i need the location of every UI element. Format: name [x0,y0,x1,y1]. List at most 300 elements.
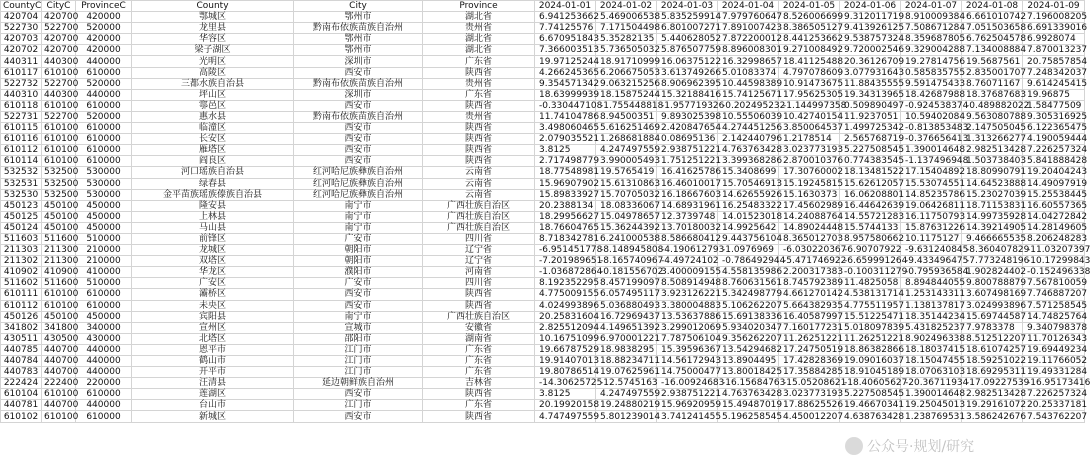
table-cell[interactable]: 4.763763428 [718,389,779,400]
table-cell[interactable]: 18.07063103 [901,367,962,378]
table-cell[interactable]: 610115 [1,123,42,134]
table-cell[interactable]: 广安区 [132,278,294,289]
table-cell[interactable]: 16.40587997 [779,311,840,322]
table-cell[interactable]: -5.471746922 [779,256,840,267]
table-cell[interactable]: 陕西省 [423,289,535,300]
table-cell[interactable]: 陕西省 [423,100,535,111]
table-cell[interactable]: 7.051503658 [962,23,1023,34]
table-cell[interactable]: 16.06375122 [657,56,718,67]
table-cell[interactable]: 邵阳市 [294,333,423,344]
table-cell[interactable]: 9.063215256 [596,78,657,89]
table-cell[interactable]: 2.982513428 [962,389,1023,400]
table-cell[interactable]: 610118 [1,100,42,111]
table-cell[interactable]: 520000 [76,111,132,122]
table-cell[interactable]: 7.160177231 [779,322,840,333]
table-cell[interactable]: 18.35144234 [901,311,962,322]
table-cell[interactable]: 14.24088764 [779,211,840,222]
table-cell[interactable]: 16.25483322 [718,200,779,211]
table-cell[interactable]: 16.32998657 [718,56,779,67]
table-cell[interactable]: 11.74104786 [535,111,596,122]
table-cell[interactable]: 8.192352295 [535,278,596,289]
table-cell[interactable]: 11.4825058 [840,278,901,289]
table-cell[interactable]: 18.69295311 [962,367,1023,378]
table-cell[interactable]: 阎良区 [132,156,294,167]
table-cell[interactable]: 4.558135986 [718,267,779,278]
table-cell[interactable]: 610100 [42,145,76,156]
table-cell[interactable]: 南宁市 [294,200,423,211]
table-cell[interactable]: 9.591475433 [901,78,962,89]
table-cell[interactable]: 8.76071167 [962,78,1023,89]
table-cell[interactable]: 16.72969437 [596,311,657,322]
table-cell[interactable]: 511600 [42,233,76,244]
table-cell[interactable]: 440300 [42,89,76,100]
table-cell[interactable]: 5.876507759 [657,45,718,56]
table-cell[interactable]: 15.39596367 [657,344,718,355]
table-cell[interactable]: 18.13481522 [840,167,901,178]
table-cell[interactable]: 4.538131714 [840,289,901,300]
table-cell[interactable]: 15.3408699 [718,167,779,178]
table-cell[interactable]: 7.366003513 [535,45,596,56]
table-cell[interactable]: 15.87631226 [901,222,962,233]
table-cell[interactable]: 云南省 [423,189,535,200]
table-cell[interactable]: 11.9237051 [840,111,901,122]
table-cell[interactable]: 7.567810059 [1023,278,1085,289]
table-cell[interactable]: 5.227508545 [840,389,901,400]
table-cell[interactable]: -14.30625725 [535,378,596,389]
table-cell[interactable]: 450100 [42,211,76,222]
table-cell[interactable]: -1.137496948 [901,156,962,167]
table-cell[interactable]: 14.55721283 [840,211,901,222]
table-cell[interactable]: -0.795936584 [901,267,962,278]
table-cell[interactable]: 610117 [1,67,42,78]
column-header[interactable]: 2024-01-06 [840,1,901,12]
table-cell[interactable]: 19.80786514 [535,367,596,378]
table-cell[interactable]: -1.036872864 [535,267,596,278]
table-cell[interactable]: -0.376656413 [901,134,962,145]
table-cell[interactable]: 15.69138336 [718,311,779,322]
table-cell[interactable]: 2.079035521 [535,134,596,145]
table-cell[interactable]: 11.26251221 [779,333,840,344]
table-cell[interactable]: 西安市 [294,300,423,311]
table-cell[interactable]: 6.970001221 [596,333,657,344]
table-cell[interactable]: 16.44642639 [840,200,901,211]
table-cell[interactable]: 13.80018425 [718,367,779,378]
table-cell[interactable]: 5.036880493 [596,300,657,311]
table-cell[interactable]: 522730 [1,23,42,34]
table-cell[interactable]: 13.54294682 [718,344,779,355]
table-cell[interactable]: 黔南布依族苗族自治州 [294,23,423,34]
table-cell[interactable]: 8.386505127 [779,23,840,34]
table-cell[interactable]: 云南省 [423,167,535,178]
table-cell[interactable]: 7.508671284 [901,23,962,34]
table-cell[interactable]: 高陵区 [132,67,294,78]
column-header[interactable]: CityC [42,1,76,12]
table-cell[interactable]: 8.457199097 [596,278,657,289]
table-cell[interactable]: 7.248342037 [1023,67,1085,78]
table-cell[interactable]: 610000 [76,411,132,422]
table-cell[interactable]: 7.891007423 [718,23,779,34]
table-cell[interactable]: 0.509890497 [840,100,901,111]
table-cell[interactable]: 龙城区 [132,245,294,256]
table-cell[interactable]: 222400 [42,378,76,389]
table-cell[interactable]: 新城区 [132,411,294,422]
table-cell[interactable]: -4.190612793 [657,245,718,256]
table-cell[interactable]: 19.24880219 [596,400,657,411]
table-cell[interactable]: 340000 [76,322,132,333]
table-cell[interactable]: 15.32188416 [657,89,718,100]
table-cell[interactable]: 17.30760002 [779,167,840,178]
table-cell[interactable]: 2.717498779 [535,156,596,167]
table-cell[interactable]: 濮阳市 [294,267,423,278]
table-cell[interactable]: 5.616251469 [596,123,657,134]
table-cell[interactable]: 4.661270142 [779,289,840,300]
table-cell[interactable]: 14.74825764 [1023,311,1085,322]
table-cell[interactable]: 陕西省 [423,411,535,422]
table-cell[interactable]: 1.313266277 [962,134,1023,145]
table-cell[interactable]: 1.390014648 [901,145,962,156]
table-cell[interactable]: 532532 [1,167,42,178]
table-cell[interactable]: 19.27814756 [901,56,962,67]
table-cell[interactable]: 16.11750793 [901,211,962,222]
table-cell[interactable]: 9.413926125 [840,23,901,34]
table-cell[interactable]: 7.74125576 [535,23,596,34]
table-cell[interactable]: 3.023773193 [779,145,840,156]
table-cell[interactable]: 7.979760647 [718,12,779,23]
table-cell[interactable]: 15.96907902 [535,178,596,189]
table-cell[interactable]: 7.134008884 [962,45,1023,56]
table-cell[interactable]: 西安市 [294,411,423,422]
table-cell[interactable]: 临潼区 [132,123,294,134]
table-cell[interactable]: 10.91473675 [779,78,840,89]
table-cell[interactable]: 8.206248283 [1023,233,1085,244]
table-cell[interactable]: 5.841888428 [1023,156,1085,167]
table-cell[interactable]: 6.206675053 [596,67,657,78]
table-cell[interactable]: -0.813853483 [901,123,962,134]
table-cell[interactable]: 17.24750519 [779,344,840,355]
table-cell[interactable]: 江门市 [294,367,423,378]
table-cell[interactable]: 610000 [76,145,132,156]
table-cell[interactable]: 广东省 [423,89,535,100]
table-cell[interactable]: 陕西省 [423,123,535,134]
table-cell[interactable]: 5.35282135 [596,34,657,45]
table-cell[interactable]: 鄂城区 [132,12,294,23]
table-cell[interactable]: -0.786492944 [718,256,779,267]
table-cell[interactable]: 西安市 [294,134,423,145]
table-cell[interactable]: 220000 [76,378,132,389]
table-cell[interactable]: 530000 [76,189,132,200]
table-cell[interactable]: -0.489882022 [962,100,1023,111]
table-cell[interactable]: 陕西省 [423,156,535,167]
table-cell[interactable]: 6.661010742 [962,12,1023,23]
table-cell[interactable]: 610114 [1,156,42,167]
table-cell[interactable]: 安徽省 [423,322,535,333]
table-cell[interactable]: 红河哈尼族彝族自治州 [294,189,423,200]
table-cell[interactable]: 9.893025398 [657,111,718,122]
table-cell[interactable]: 湖北省 [423,12,535,23]
table-cell[interactable]: 210000 [76,245,132,256]
table-cell[interactable]: 7.746887207 [1023,289,1085,300]
table-cell[interactable]: -0.181556702 [596,267,657,278]
table-cell[interactable]: 440310 [1,89,42,100]
table-cell[interactable]: -0.100311279 [840,267,901,278]
table-cell[interactable]: 深圳市 [294,56,423,67]
table-cell[interactable]: 黔南布依族苗族自治州 [294,111,423,122]
table-cell[interactable]: 440000 [76,56,132,67]
table-cell[interactable]: 6.057495117 [596,289,657,300]
table-cell[interactable]: 19.49331284 [1023,367,1085,378]
table-cell[interactable]: 450125 [1,211,42,222]
table-cell[interactable]: 双塔区 [132,256,294,267]
table-cell[interactable]: 440700 [42,367,76,378]
table-cell[interactable]: 19.66787529 [535,344,596,355]
table-cell[interactable]: 4.247497559 [596,389,657,400]
table-cell[interactable]: 8.745792389 [779,278,840,289]
table-cell[interactable]: 西安市 [294,145,423,156]
table-cell[interactable]: 19.91407013 [535,356,596,367]
table-cell[interactable]: 20.25337181 [1023,400,1085,411]
table-cell[interactable]: 鹤山市 [132,356,294,367]
table-cell[interactable]: 610100 [42,134,76,145]
table-cell[interactable]: 9.563080788 [962,111,1023,122]
table-cell[interactable]: 440000 [76,356,132,367]
table-cell[interactable]: 2.420847654 [657,123,718,134]
table-cell[interactable]: 15.70705032 [596,189,657,200]
table-cell[interactable]: 14.04272842 [1023,211,1085,222]
table-cell[interactable]: 西安市 [294,156,423,167]
table-cell[interactable]: 7.787506104 [657,333,718,344]
table-cell[interactable]: -9.433496475 [901,256,962,267]
table-cell[interactable]: 610111 [1,289,42,300]
table-cell[interactable]: 西安市 [294,67,423,78]
table-cell[interactable]: 辽宁省 [423,256,535,267]
table-cell[interactable]: 610000 [76,134,132,145]
table-cell[interactable]: -11.03207397 [1023,245,1085,256]
table-cell[interactable]: 7.226257324 [1023,145,1085,156]
table-cell[interactable]: 430500 [42,333,76,344]
table-cell[interactable]: 17.45602989 [779,200,840,211]
table-cell[interactable]: 8.910009384 [901,12,962,23]
column-header[interactable]: City [294,1,423,12]
table-cell[interactable]: 610104 [1,389,42,400]
column-header[interactable]: 2024-01-07 [901,1,962,12]
table-cell[interactable]: 南宁市 [294,211,423,222]
table-cell[interactable]: 5.196258545 [718,411,779,422]
table-cell[interactable]: 20.75857854 [1023,56,1085,67]
table-cell[interactable]: 8.94500351 [596,111,657,122]
table-cell[interactable]: -1.755448818 [596,100,657,111]
table-cell[interactable]: 陕西省 [423,67,535,78]
table-cell[interactable]: 2.835001707 [962,67,1023,78]
table-cell[interactable]: 鄠邑区 [132,100,294,111]
table-cell[interactable]: 511603 [1,233,42,244]
table-cell[interactable]: 17.42828369 [779,356,840,367]
table-cell[interactable]: 20.36126709 [840,56,901,67]
table-cell[interactable]: 3.077931643 [840,67,901,78]
table-cell[interactable]: 朝阳市 [294,245,423,256]
table-cell[interactable]: 450126 [1,311,42,322]
table-cell[interactable]: 莲湖区 [132,389,294,400]
table-cell[interactable]: 广东省 [423,367,535,378]
table-cell[interactable]: 广西壮族自治区 [423,200,535,211]
table-cell[interactable]: 贵州省 [423,78,535,89]
table-cell[interactable]: 辽宁省 [423,245,535,256]
table-cell[interactable]: -9.631240845 [901,245,962,256]
table-cell[interactable]: 19.5687561 [962,56,1023,67]
table-cell[interactable]: -0.202495232 [718,100,779,111]
table-cell[interactable]: 湖北省 [423,34,535,45]
table-cell[interactable]: 6.801007271 [657,23,718,34]
table-cell[interactable]: -1.0976969 [718,245,779,256]
table-cell[interactable]: 9.614245415 [1023,78,1085,89]
table-cell[interactable]: 灞桥区 [132,289,294,300]
table-cell[interactable]: 14.49097919 [1023,178,1085,189]
table-cell[interactable]: 510000 [76,233,132,244]
table-cell[interactable]: 19.07625961 [596,367,657,378]
table-cell[interactable]: 530000 [76,178,132,189]
table-cell[interactable]: 5.835259914 [657,12,718,23]
table-cell[interactable]: -10.17299843 [1023,256,1085,267]
table-cell[interactable]: 陕西省 [423,389,535,400]
table-cell[interactable]: 坪山区 [132,89,294,100]
table-cell[interactable]: 6.122365475 [1023,123,1085,134]
table-cell[interactable]: 450000 [76,222,132,233]
table-cell[interactable]: 5.018097839 [840,322,901,333]
table-cell[interactable]: 5.934020347 [718,322,779,333]
table-cell[interactable]: 520000 [76,23,132,34]
table-cell[interactable]: 13.8904495 [718,356,779,367]
table-cell[interactable]: -16.00924683 [657,378,718,389]
table-cell[interactable]: 5.01083374 [718,67,779,78]
table-cell[interactable]: -8.148945808 [596,245,657,256]
table-cell[interactable]: 18.41125488 [779,56,840,67]
table-cell[interactable]: 450124 [1,222,42,233]
table-cell[interactable]: 10.44598389 [718,78,779,89]
table-cell[interactable]: 610000 [76,100,132,111]
table-cell[interactable]: 黔南布依族苗族自治州 [294,78,423,89]
table-cell[interactable]: -0.924538374 [901,100,962,111]
table-cell[interactable]: 8.760631561 [718,278,779,289]
table-cell[interactable]: 8.902496338 [901,333,962,344]
table-cell[interactable]: 14.75000477 [657,367,718,378]
table-cell[interactable]: 19.11766052 [1023,356,1085,367]
column-header[interactable]: 2024-01-08 [962,1,1023,12]
table-cell[interactable]: 广西壮族自治区 [423,211,535,222]
table-cell[interactable]: 10.55506039 [718,111,779,122]
table-cell[interactable]: 610100 [42,411,76,422]
table-cell[interactable]: 15.74125671 [718,89,779,100]
table-cell[interactable]: 长安区 [132,134,294,145]
table-cell[interactable]: 15.1630373 [779,189,840,200]
table-cell[interactable]: 11.88435555 [840,78,901,89]
table-cell[interactable]: 鄂州市 [294,12,423,23]
table-cell[interactable]: 5.227508545 [840,145,901,156]
table-cell[interactable]: 鄂州市 [294,34,423,45]
table-cell[interactable]: -1.957719326 [657,100,718,111]
table-cell[interactable]: 13.70180032 [657,222,718,233]
table-cell[interactable]: 420703 [1,34,42,45]
table-cell[interactable]: 20.19920158 [535,400,596,411]
table-cell[interactable]: 2.938751221 [657,389,718,400]
table-cell[interactable]: 18.42687988 [901,89,962,100]
table-cell[interactable]: 绿春县 [132,178,294,189]
table-cell[interactable]: 18.37687683 [962,89,1023,100]
table-cell[interactable]: 宣州区 [132,322,294,333]
table-cell[interactable]: 420702 [1,45,42,56]
table-cell[interactable]: 西安市 [294,289,423,300]
table-cell[interactable]: 6.670951843 [535,34,596,45]
table-cell[interactable]: 8.896008301 [718,45,779,56]
table-cell[interactable]: 5.801239014 [596,411,657,422]
table-cell[interactable]: 8.526006699 [779,12,840,23]
table-cell[interactable]: 11.70126343 [1023,333,1085,344]
table-cell[interactable]: 440000 [76,89,132,100]
table-cell[interactable]: 11.26251221 [840,333,901,344]
table-cell[interactable]: 14.62655926 [718,189,779,200]
table-cell[interactable]: 522732 [1,78,42,89]
table-cell[interactable]: 1.58477509 [1023,100,1085,111]
table-cell[interactable]: 15.53074551 [901,178,962,189]
table-cell[interactable]: 1.2178514 [779,134,840,145]
table-cell[interactable]: 610116 [1,134,42,145]
table-cell[interactable]: -17.09227539 [962,378,1023,389]
table-cell[interactable]: 龙里县 [132,23,294,34]
table-cell[interactable]: 15.23027039 [962,189,1023,200]
table-cell[interactable]: 1.238769531 [901,411,962,422]
table-cell[interactable]: 3.8125 [535,145,596,156]
table-cell[interactable]: 610100 [42,389,76,400]
table-cell[interactable]: 4.266245365 [535,67,596,78]
table-cell[interactable]: 19.06426811 [901,200,962,211]
table-cell[interactable]: 前锋区 [132,233,294,244]
table-cell[interactable]: 14.85235786 [901,189,962,200]
table-cell[interactable]: 17.15404892 [901,167,962,178]
table-cell[interactable]: 14.89024448 [779,222,840,233]
table-cell[interactable]: 河南省 [423,267,535,278]
table-cell[interactable]: 610000 [76,300,132,311]
table-cell[interactable]: -12.5745163 [596,378,657,389]
table-cell[interactable]: 511602 [1,278,42,289]
table-cell[interactable]: 3.299012069 [657,322,718,333]
table-cell[interactable]: 19.25045013 [901,400,962,411]
table-cell[interactable]: 5.431825237 [901,322,962,333]
table-cell[interactable]: 10.59402084 [901,111,962,122]
table-cell[interactable]: 8.512512207 [962,333,1023,344]
table-cell[interactable]: 511600 [42,278,76,289]
table-cell[interactable]: 530000 [76,167,132,178]
table-cell[interactable]: 8.894844055 [901,278,962,289]
table-cell[interactable]: 贵州省 [423,111,535,122]
table-cell[interactable]: 4.638763428 [840,411,901,422]
table-cell[interactable]: 19.5765419 [596,167,657,178]
table-cell[interactable]: 2.147505045 [962,123,1023,134]
table-cell[interactable]: 广东省 [423,56,535,67]
table-cell[interactable]: -20.36711934 [901,378,962,389]
table-cell[interactable]: 8.365012703 [779,233,840,244]
table-cell[interactable]: 7.226257324 [1023,389,1085,400]
table-cell[interactable]: 18.15875244 [596,89,657,100]
table-cell[interactable]: 5.342498779 [718,289,779,300]
table-cell[interactable]: 450000 [76,200,132,211]
table-cell[interactable]: 440000 [76,367,132,378]
table-cell[interactable]: 19.20404243 [1023,167,1085,178]
table-cell[interactable]: 14.64523888 [962,178,1023,189]
table-cell[interactable]: 17.88625526 [779,400,840,411]
table-cell[interactable]: 10.42740154 [779,111,840,122]
table-cell[interactable]: 15.49487019 [718,400,779,411]
table-cell[interactable]: 4.149651392 [596,322,657,333]
table-cell[interactable]: 420000 [76,12,132,23]
table-cell[interactable]: 610112 [1,300,42,311]
